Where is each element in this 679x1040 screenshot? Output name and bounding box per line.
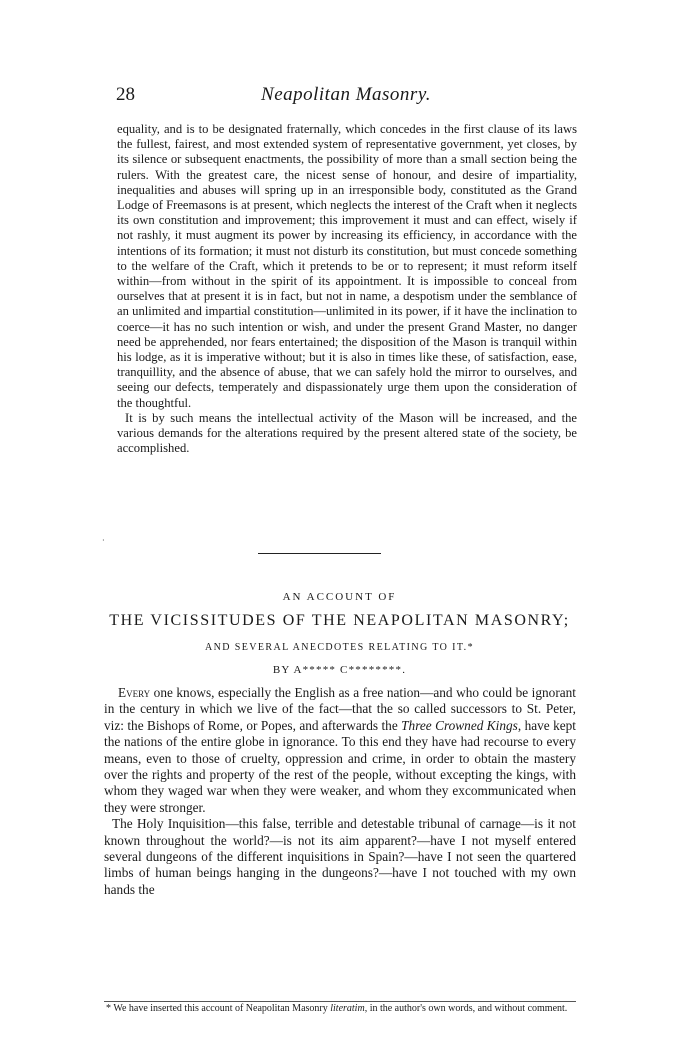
- article-byline: BY A***** C********.: [272, 664, 407, 676]
- italic-phrase: Three Crowned Kings: [401, 717, 518, 733]
- essay-paragraph-2: It is by such means the intellectual activity of the Mason will be increased, and the various demands for the alterations required by the present altered state of the society, be accomplished.: [117, 410, 577, 456]
- running-title: Neapolitan Masonry.: [261, 84, 431, 105]
- stray-mark: ·: [102, 536, 105, 545]
- essay-paragraph-1: equality, and is to be designated fraternally, which concedes in the first clause of its laws the fullest, fairest, and most extended system of representative government, yet closes, by its silence or subsequent enactments, the possibility of more than a small section being the rulers. With the greatest care, the nicest sense of honour, and desire of impartiality, inequalities and abuses will spring up in an irresponsible body, constituted as the Grand Lodge of Freemasons is at present, which neglects the interest of the Craft when it neglects its own constitution and improvement; this improvement it must and can effect, wisely if not rashly, it must augment its power by increasing its efficiency, in accordance with the intentions of its formation; it must not disturb its constitution, but must concede something to the welfare of the Craft, which it pretends to be or to represent; it must reform itself within—from without in the spirit of its appointment. It is impossible to conceal from ourselves that at present it is in fact, but not in name, a despotism under the semblance of an unlimited and impartial constitution—unlimited in its power, if it have the inclination to coerce—it has no such intention or wish, and under the present Grand Master, no danger need be apprehended, nor fears entertained; the disposition of the Mason is tranquil within his lodge, as it is imperative without; but it is also in times like these, of satisfaction, ease, tranquillity, and the absence of abuse, that we can safely hold the mirror to ourselves, and seeing our defects, temperately and dispassionately urge them upon the consideration of the thoughtful.: [117, 122, 577, 410]
- article-paragraph-2: The Holy Inquisition—this false, terrible and detestable tribunal of carnage—is it not known throughout the world?—is not its aim apparent?—have I not myself entered several dungeons of the different inquisitions in Spain?—have I not seen the quartered limbs of human beings hanging in the dungeons?—have I not touched with my own hands the: [104, 816, 576, 897]
- article-body: [104, 685, 576, 898]
- article-kicker: AN ACCOUNT OF: [282, 591, 397, 603]
- page-header: [116, 84, 576, 110]
- footnote-divider: [104, 1001, 576, 1002]
- paragraph-text: one knows, especially the English as a free nation—and who could be ignorant in the century in which we live of the fact—that the so called successors to St. Peter, viz: the Bishops of Rome, or Popes, and afterwards the: [104, 685, 576, 733]
- opening-word: Every: [118, 685, 151, 700]
- essay-continuation: [117, 122, 577, 456]
- article-subtitle: AND SEVERAL ANECDOTES RELATING TO IT.*: [205, 642, 474, 653]
- paragraph-text-end: , have kept the nations of the entire globe in ignorance. To this end they have had recourse to every means, even to those of cruelty, oppression and crime, in order to obtain the mastery over the rights and property of the rest of the people, without excepting the kings, with whom they waged war when they were weaker, and whom they excommunicated when they were stronger.: [104, 717, 577, 815]
- article-paragraph-1: [104, 685, 576, 816]
- page-number: 28: [116, 84, 135, 105]
- footnote: * We have inserted this account of Neapolitan Masonry literatim, in the author's own words, and without comment.: [106, 1003, 568, 1014]
- section-divider: [258, 553, 381, 554]
- article-title: THE VICISSITUDES OF THE NEAPOLITAN MASONRY;: [109, 612, 570, 629]
